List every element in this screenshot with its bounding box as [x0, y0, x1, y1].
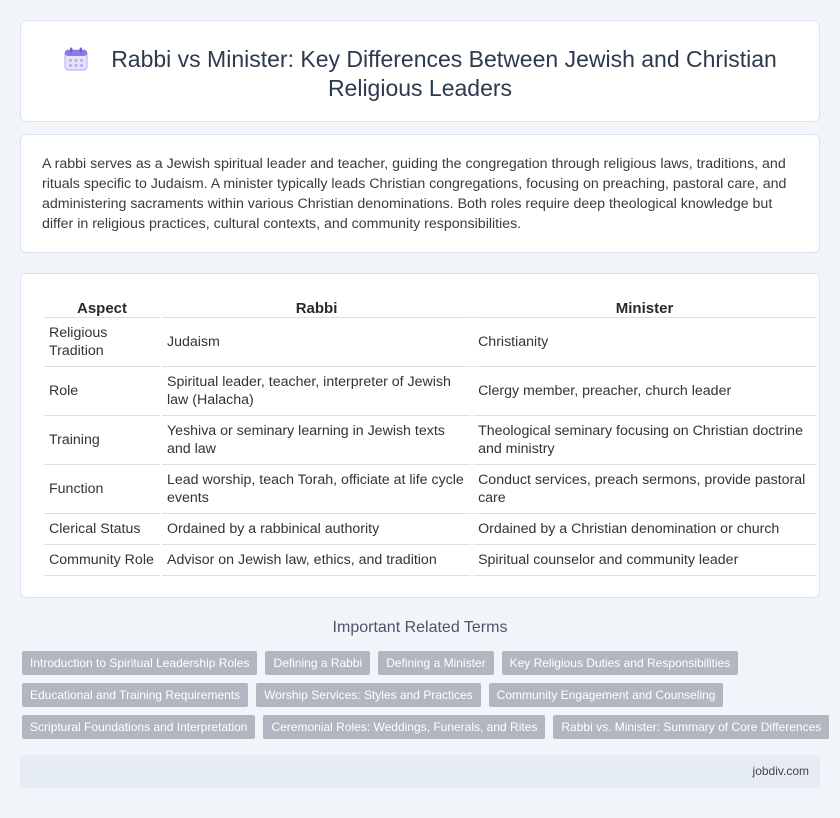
- table-header-row: [44, 296, 816, 318]
- page-title-wrap: [21, 45, 819, 103]
- table-row: [44, 514, 816, 545]
- comparison-table: [42, 296, 818, 576]
- minister-cell: Spiritual counselor and community leader: [473, 545, 816, 576]
- rabbi-cell: Lead worship, teach Torah, officiate at life cycle events: [162, 465, 471, 514]
- aspect-cell: Training: [44, 416, 160, 465]
- related-terms-list: [22, 651, 822, 747]
- table-row: [44, 465, 816, 514]
- intro-paragraph: A rabbi serves as a Jewish spiritual leader and teacher, guiding the congregation through religious laws, traditions, and rituals specific to Judaism. A minister typically leads Christian congregations, focusing on preaching, pastoral care, and administering sacraments within various Christian denominations. Both roles require deep theological knowledge but differ in religious practices, cultural contexts, and community responsibilities.: [42, 156, 787, 232]
- calendar-icon: [63, 46, 89, 72]
- aspect-cell: Religious Tradition: [44, 318, 160, 367]
- rabbi-cell: Advisor on Jewish law, ethics, and tradition: [162, 545, 471, 576]
- rabbi-cell: Judaism: [162, 318, 471, 367]
- related-term-link[interactable]: Rabbi vs. Minister: Summary of Core Differences: [553, 715, 829, 739]
- header-aspect: Aspect: [44, 296, 160, 318]
- aspect-cell: Community Role: [44, 545, 160, 576]
- related-term-link[interactable]: Introduction to Spiritual Leadership Roles: [22, 651, 257, 675]
- table-row: [44, 318, 816, 367]
- related-term-link[interactable]: Educational and Training Requirements: [22, 683, 248, 707]
- related-term-link[interactable]: Ceremonial Roles: Weddings, Funerals, and Rites: [263, 715, 545, 739]
- aspect-cell: Role: [44, 367, 160, 416]
- minister-cell: Theological seminary focusing on Christian doctrine and ministry: [473, 416, 816, 465]
- comparison-table-card: [20, 273, 820, 598]
- rabbi-cell: Ordained by a rabbinical authority: [162, 514, 471, 545]
- footer-site-link[interactable]: jobdiv.com: [752, 764, 809, 778]
- header-card: [20, 20, 820, 122]
- minister-cell: Ordained by a Christian denomination or church: [473, 514, 816, 545]
- rabbi-cell: Spiritual leader, teacher, interpreter of Jewish law (Halacha): [162, 367, 471, 416]
- minister-cell: Conduct services, preach sermons, provide pastoral care: [473, 465, 816, 514]
- related-term-link[interactable]: Worship Services: Styles and Practices: [256, 683, 481, 707]
- page-title: Rabbi vs Minister: Key Differences Between Jewish and Christian Religious Leaders: [111, 46, 777, 101]
- related-term-link[interactable]: Scriptural Foundations and Interpretation: [22, 715, 255, 739]
- related-term-link[interactable]: Defining a Minister: [378, 651, 493, 675]
- header-minister: Minister: [473, 296, 816, 318]
- table-row: [44, 545, 816, 576]
- minister-cell: Clergy member, preacher, church leader: [473, 367, 816, 416]
- aspect-cell: Clerical Status: [44, 514, 160, 545]
- related-term-link[interactable]: Community Engagement and Counseling: [489, 683, 724, 707]
- table-row: [44, 416, 816, 465]
- table-row: [44, 367, 816, 416]
- related-terms-title: Important Related Terms: [332, 619, 508, 636]
- minister-cell: Christianity: [473, 318, 816, 367]
- aspect-cell: Function: [44, 465, 160, 514]
- footer: [20, 755, 820, 788]
- related-term-link[interactable]: Key Religious Duties and Responsibilities: [502, 651, 739, 675]
- related-term-link[interactable]: Defining a Rabbi: [265, 651, 370, 675]
- rabbi-cell: Yeshiva or seminary learning in Jewish texts and law: [162, 416, 471, 465]
- intro-card: [20, 134, 820, 253]
- header-rabbi: Rabbi: [162, 296, 471, 318]
